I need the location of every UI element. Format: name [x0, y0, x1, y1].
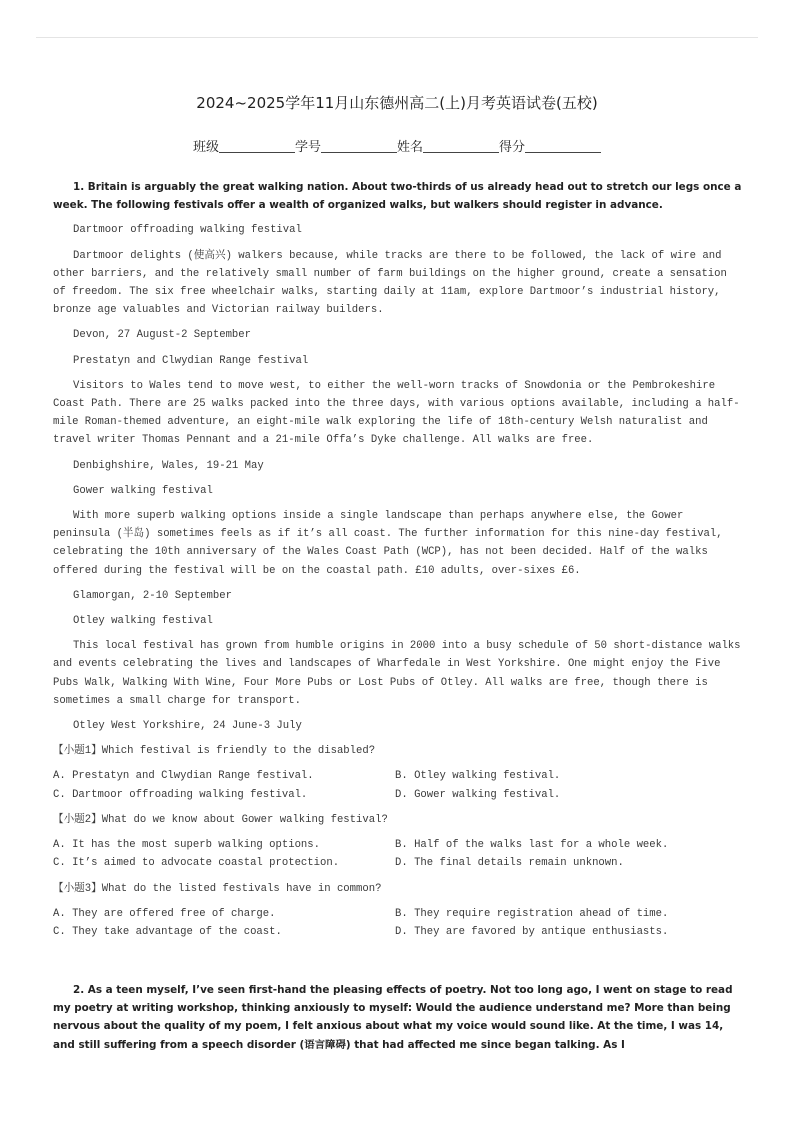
- question-3-stem: 【小题3】What do the listed festivals have in common?: [53, 882, 382, 895]
- festival-2-desc: Visitors to Wales tend to move west, to either the well-worn tracks of Snowdonia or the Pembrokeshire Coast Path. There are 25 walks packed into the three days, with various options available, including a half-mile Roman-themed adventure, an eight-mile walk exploring the life of 18th-century Welsh naturalist and travel writer Thomas Pennant and a 21-mile Offa’s Dyke challenge. All walks are free.: [53, 379, 740, 447]
- question-2-option-d[interactable]: D. The final details remain unknown.: [395, 857, 624, 870]
- question-1-options: [53, 767, 743, 803]
- score-label: 得分: [499, 140, 526, 155]
- class-field: [193, 136, 295, 155]
- question-3-option-a[interactable]: A. They are offered free of charge.: [53, 907, 276, 920]
- festival-1-desc: Dartmoor delights (使高兴) walkers because, while tracks are there to be followed, the lack of wire and other barriers, and the relatively small number of farm buildings on the higher ground, create a sensation of freedom. The six free wheelchair walks, starting daily at 11am, explore Dartmoor’s industrial history, bronze age valuables and Victorian railway builders.: [53, 249, 727, 317]
- question-1-option-d[interactable]: D. Gower walking festival.: [395, 788, 561, 801]
- question-1-option-b[interactable]: B. Otley walking festival.: [395, 770, 561, 783]
- passage-2: [53, 981, 743, 1054]
- festival-1-place: Devon, 27 August-2 September: [73, 329, 252, 342]
- question-3-option-b[interactable]: B. They require registration ahead of time.: [395, 907, 669, 920]
- festival-1-name: Dartmoor offroading walking festival: [73, 224, 302, 237]
- question-1-option-c[interactable]: C. Dartmoor offroading walking festival.: [53, 788, 308, 801]
- student-info-line: [0, 136, 794, 155]
- score-field: [499, 136, 601, 155]
- page-title: 2024~2025学年11月山东德州高二(上)月考英语试卷(五校): [196, 94, 598, 112]
- id-label: 学号: [294, 140, 321, 155]
- name-blank[interactable]: [423, 139, 499, 153]
- passage-2-intro: 2. As a teen myself, I’ve seen first-hand the pleasing effects of poetry. Not too long ago, I went on stage to read my poetry at writing workshop, thinking anxiously to myself: Would the audience understand me? More than being nervous about the quality of my poem, I felt anxious about what my voice would sound like. At the time, I was 14, and still suffering from a speech disorder (语言障碍) that had affected me since began talking. As I: [53, 984, 733, 1051]
- festival-4-name: Otley walking festival: [73, 615, 213, 628]
- festival-3-place: Glamorgan, 2-10 September: [73, 589, 232, 602]
- festival-4-desc: This local festival has grown from humble origins in 2000 into a busy schedule of 50 short-distance walks and events celebrating the lives and landscapes of Wharfedale in West Yorkshire. One might enjoy the Five Pubs Walk, Walking With Wine, Four More Pubs or Lost Pubs of Otley. All walks are free, though there is sometimes a small charge for transport.: [53, 640, 741, 707]
- question-2-stem: 【小题2】What do we know about Gower walking festival?: [53, 813, 388, 826]
- name-field: [397, 136, 499, 155]
- festival-2-name: Prestatyn and Clwydian Range festival: [73, 354, 309, 367]
- name-label: 姓名: [397, 140, 424, 155]
- question-2-option-a[interactable]: A. It has the most superb walking options.: [53, 839, 321, 852]
- passage-1: [53, 178, 743, 941]
- question-1-stem: 【小题1】Which festival is friendly to the disabled?: [53, 745, 376, 758]
- question-1-option-a[interactable]: A. Prestatyn and Clwydian Range festival.: [53, 770, 314, 783]
- question-3-options: [53, 905, 743, 941]
- festival-3-name: Gower walking festival: [73, 484, 213, 497]
- festival-3-desc: With more superb walking options inside a single landscape than perhaps anywhere else, the Gower peninsula (半岛) sometimes feels as if it’s all coast. The further information for this nine-day festival, celebrating the 10th anniversary of the Wales Coast Path (WCP), has not been decided. Half of the walks offered during the festival will be on the coastal path. £10 adults, over-sixes £6.: [53, 510, 723, 577]
- question-3-option-d[interactable]: D. They are favored by antique enthusiasts.: [395, 925, 669, 938]
- top-divider: [36, 37, 758, 38]
- id-blank[interactable]: [321, 139, 397, 153]
- question-2-option-b[interactable]: B. Half of the walks last for a whole week.: [395, 839, 669, 852]
- festival-2-place: Denbighshire, Wales, 19-21 May: [73, 459, 264, 472]
- id-field: [295, 136, 397, 155]
- festival-4-place: Otley West Yorkshire, 24 June-3 July: [73, 720, 302, 733]
- class-blank[interactable]: [219, 139, 295, 153]
- question-2-option-c[interactable]: C. It’s aimed to advocate coastal protection.: [53, 857, 340, 870]
- class-label: 班级: [192, 140, 219, 155]
- question-2-options: [53, 836, 743, 872]
- question-3-option-c[interactable]: C. They take advantage of the coast.: [53, 925, 282, 938]
- score-blank[interactable]: [525, 139, 601, 153]
- passage-1-intro: 1. Britain is arguably the great walking nation. About two-thirds of us already head out to stretch our legs once a week. The following festivals offer a wealth of organized walks, but walkers should register in advance.: [53, 181, 742, 212]
